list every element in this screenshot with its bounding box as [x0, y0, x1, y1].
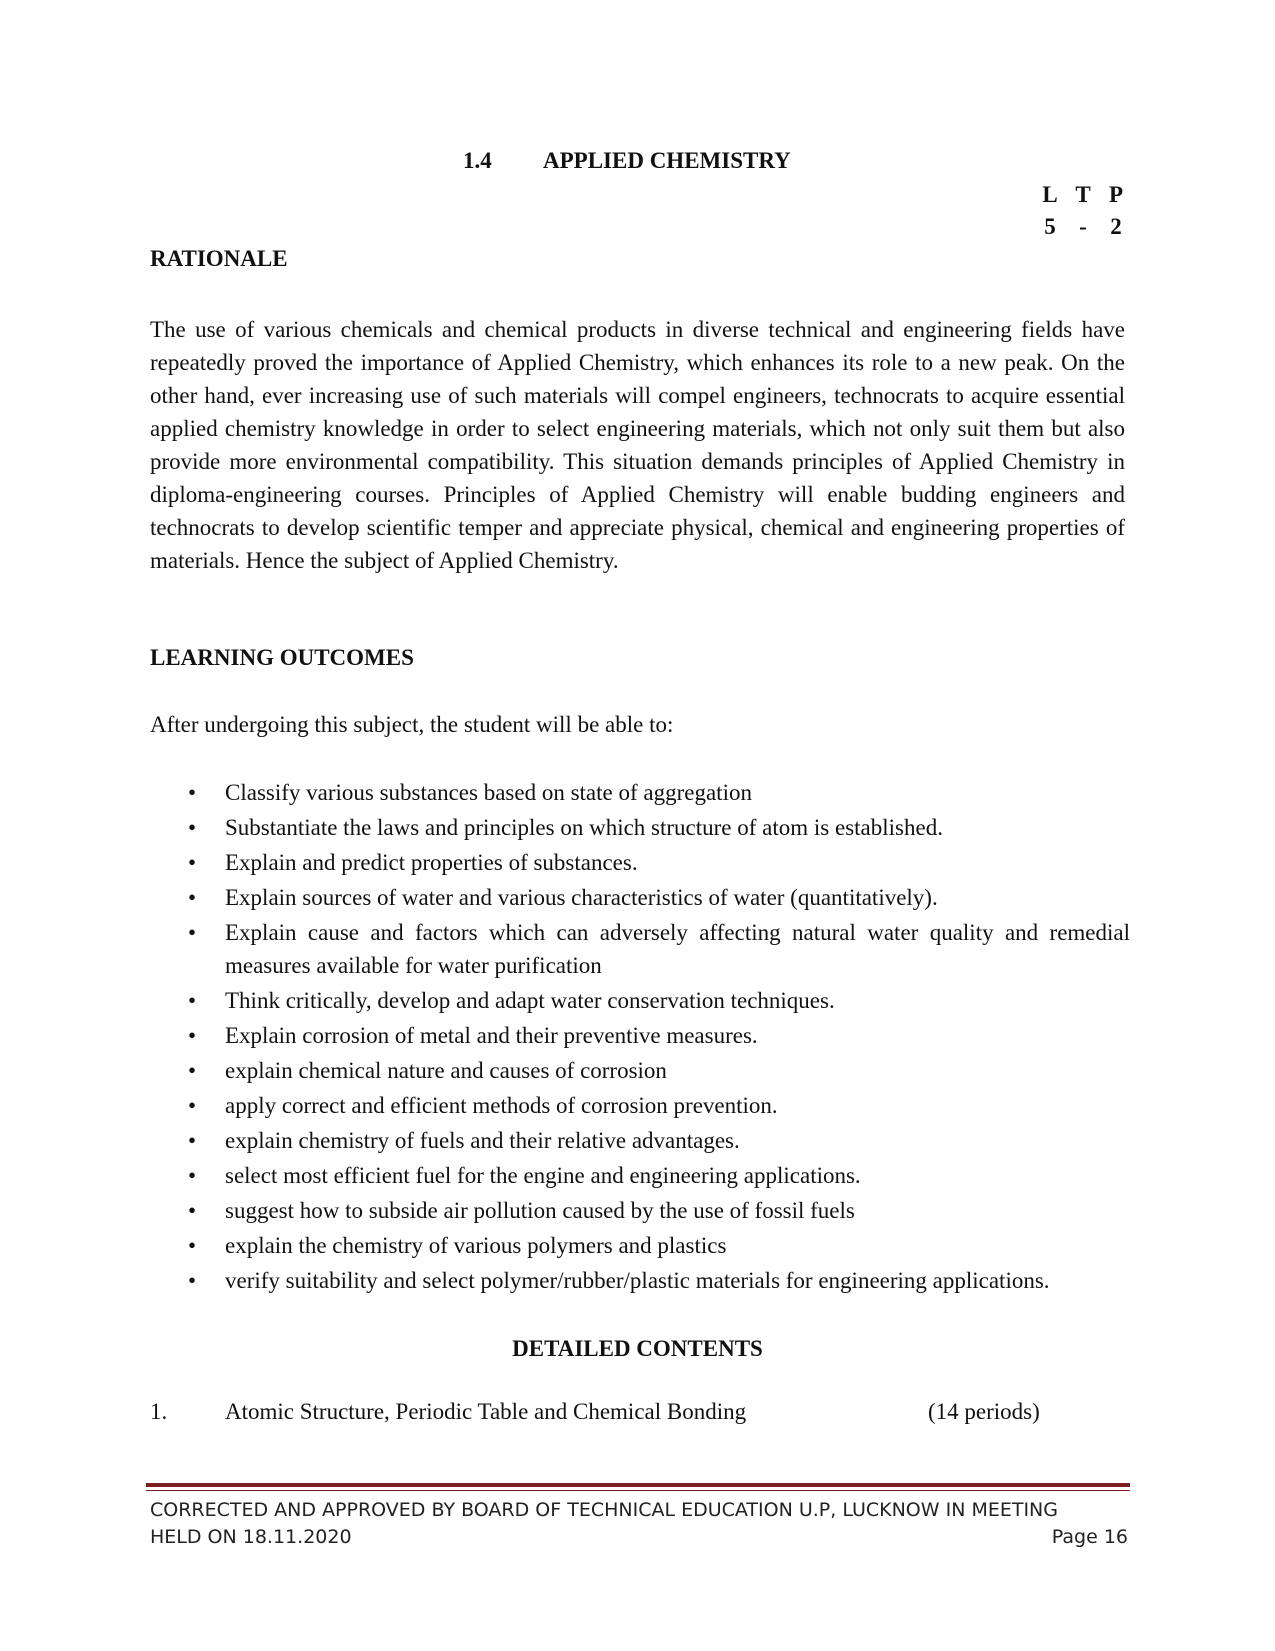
footer: [150, 1497, 1128, 1551]
bullet-icon: •: [188, 1268, 197, 1293]
bullet-icon: •: [188, 1163, 197, 1188]
bullet-icon: •: [188, 920, 197, 945]
bullet-icon: •: [188, 850, 197, 875]
list-item: • explain the chemistry of various polymers and plastics: [150, 1229, 1130, 1262]
bullet-icon: •: [188, 815, 197, 840]
bullet-icon: •: [188, 1198, 197, 1223]
bullet-icon: •: [188, 885, 197, 910]
section-number: 1.: [150, 1399, 168, 1424]
learning-outcomes-heading: LEARNING OUTCOMES: [150, 645, 414, 670]
list-item: • Explain corrosion of metal and their preventive measures.: [150, 1019, 1130, 1052]
list-item: • Classify various substances based on state of aggregation: [150, 776, 1130, 809]
list-item: • Explain cause and factors which can adversely affecting natural water quality and remedial measures available for water purification: [150, 916, 1130, 982]
section-title: Atomic Structure, Periodic Table and Chemical Bonding: [225, 1399, 747, 1424]
bullet-icon: •: [188, 1058, 197, 1083]
list-item: • suggest how to subside air pollution caused by the use of fossil fuels: [150, 1194, 1130, 1227]
list-item: • Explain sources of water and various characteristics of water (quantitatively).: [150, 881, 1130, 914]
footer-rule-thin: [146, 1490, 1130, 1491]
footer-rule-thick: [146, 1483, 1130, 1487]
page-number: Page 16: [1051, 1526, 1128, 1548]
subject-number: 1.4: [463, 148, 492, 173]
ltp-label-t: T: [1075, 182, 1091, 207]
footer-line-2: HELD ON 18.11.2020: [150, 1526, 352, 1548]
learning-outcomes-intro: After undergoing this subject, the student will be able to:: [150, 712, 674, 737]
bullet-icon: •: [188, 988, 197, 1013]
list-item: • explain chemistry of fuels and their relative advantages.: [150, 1124, 1130, 1157]
learning-outcomes-list: [150, 776, 1130, 1299]
ltp-label-p: P: [1108, 182, 1124, 207]
section-periods: (14 periods): [928, 1399, 1040, 1424]
bullet-icon: •: [188, 1023, 197, 1048]
ltp-value-p: 2: [1110, 214, 1122, 239]
detailed-contents-heading: DETAILED CONTENTS: [512, 1336, 763, 1361]
list-item: • Explain and predict properties of substances.: [150, 846, 1130, 879]
bullet-icon: •: [188, 780, 197, 805]
subject-title: APPLIED CHEMISTRY: [543, 148, 791, 173]
list-item: • explain chemical nature and causes of corrosion: [150, 1054, 1130, 1087]
list-item: • verify suitability and select polymer/rubber/plastic materials for engineering applications.: [150, 1264, 1130, 1297]
list-item: • Think critically, develop and adapt water conservation techniques.: [150, 984, 1130, 1017]
rationale-heading: RATIONALE: [150, 246, 288, 271]
list-item: • apply correct and efficient methods of corrosion prevention.: [150, 1089, 1130, 1122]
footer-line-1: CORRECTED AND APPROVED BY BOARD OF TECHNICAL EDUCATION U.P, LUCKNOW IN MEETING: [150, 1499, 1058, 1521]
bullet-icon: •: [188, 1233, 197, 1258]
ltp-value-t: -: [1079, 214, 1087, 239]
list-item: • Substantiate the laws and principles on which structure of atom is established.: [150, 811, 1130, 844]
rationale-text: The use of various chemicals and chemical products in diverse technical and engineering fields have repeatedly proved the importance of Applied Chemistry, which enhances its role to a new peak. On the other hand, ever increasing use of such materials will compel engineers, technocrats to acquire essential applied chemistry knowledge in order to select engineering materials, which not only suit them but also provide more environmental compatibility. This situation demands principles of Applied Chemistry in diploma-engineering courses. Principles of Applied Chemistry will enable budding engineers and technocrats to develop scientific temper and appreciate physical, chemical and engineering properties of materials. Hence the subject of Applied Chemistry.: [150, 317, 1125, 573]
ltp-value-l: 5: [1044, 214, 1056, 239]
ltp-label-l: L: [1042, 182, 1058, 207]
bullet-icon: •: [188, 1093, 197, 1118]
list-item: • select most efficient fuel for the engine and engineering applications.: [150, 1159, 1130, 1192]
bullet-icon: •: [188, 1128, 197, 1153]
